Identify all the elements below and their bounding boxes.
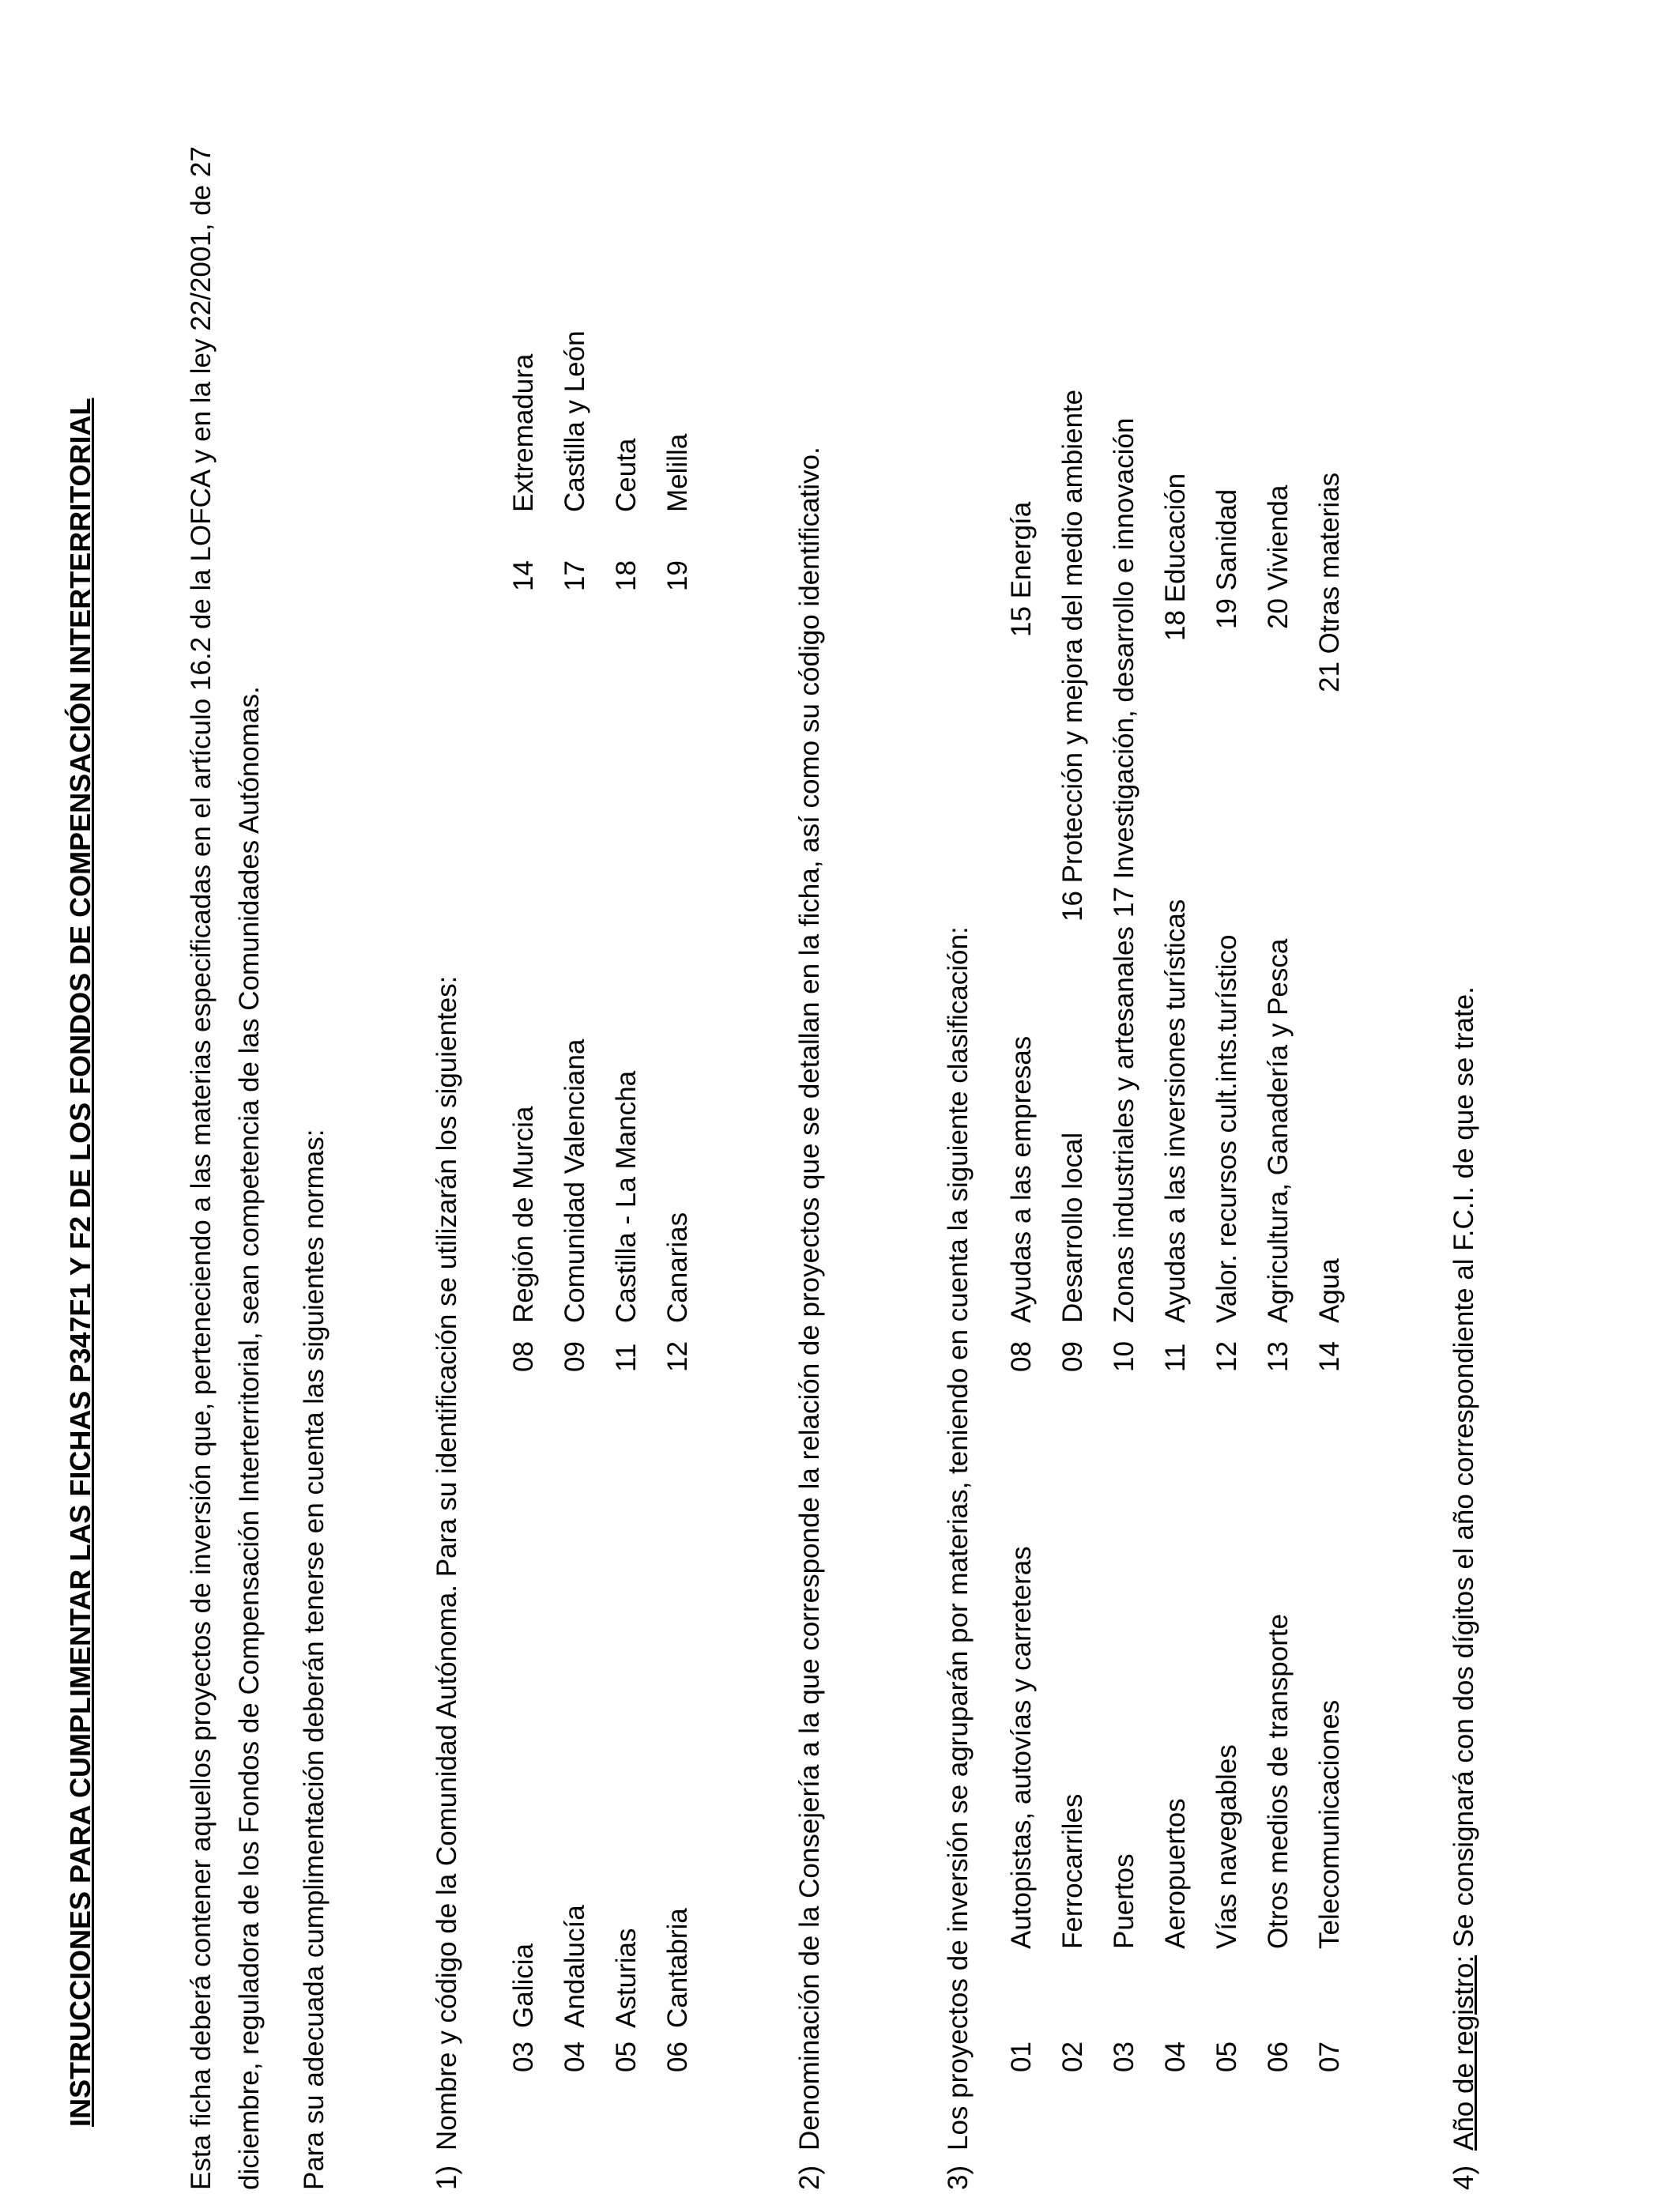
subject-code: 03 <box>1109 2041 1139 2072</box>
subject-name: Agricultura, Ganadería y Pesca <box>1263 938 1294 1323</box>
subject-name: Otros medios de transporte <box>1263 1613 1294 1949</box>
region-code: 17 <box>559 560 590 591</box>
subject-item: 17 Investigación, desarrollo e innovación <box>1109 417 1139 918</box>
region-code: 06 <box>662 2041 693 2072</box>
subject-item: 21 Otras materias <box>1314 472 1345 692</box>
section3-text: Los proyectos de inversión se agruparán por materias, teniendo en cuenta la siguiente clasificación: <box>943 926 974 2151</box>
section2-text: Denominación de la Consejería a la que corresponde la relación de proyectos que se detallan en la ficha, así como su código identificativo. <box>794 447 825 2151</box>
region-code: 19 <box>662 560 693 591</box>
region-code: 14 <box>508 560 539 591</box>
region-code: 08 <box>508 1341 539 1372</box>
region-name: Cantabria <box>662 1908 693 2028</box>
subject-name: Ayudas a las empresas <box>1006 1035 1037 1323</box>
region-name: Castilla y León <box>559 330 590 512</box>
subject-code: 05 <box>1211 2041 1242 2072</box>
section1-text: Nombre y código de la Comunidad Autónoma. Para su identificación se utilizarán los siguientes: <box>431 975 462 2151</box>
subject-code: 14 <box>1314 1341 1345 1372</box>
intro-line-2: diciembre, reguladora de los Fondos de Compensación Interterritorial, sean competencia de las Comunidades Autónomas. <box>234 686 265 2190</box>
subject-name: Telecomunicaciones <box>1314 1699 1345 1949</box>
subject-name: Ayudas a las inversiones turísticas <box>1160 899 1191 1323</box>
subject-name: Valor. recursos cult.ints.turístico <box>1211 934 1242 1323</box>
region-name: Ceuta <box>611 438 642 512</box>
subject-code: 11 <box>1160 1343 1191 1372</box>
subject-item: 18 Educación <box>1160 473 1191 641</box>
subject-name: Aeropuertos <box>1160 1798 1191 1949</box>
region-code: 12 <box>662 1341 693 1372</box>
section4-number: 4) <box>1448 2165 1479 2190</box>
region-name: Galicia <box>508 1943 539 2028</box>
region-name: Extremadura <box>508 353 539 512</box>
region-code: 05 <box>611 2041 642 2072</box>
subject-code: 02 <box>1057 2041 1088 2072</box>
subject-code: 01 <box>1006 2041 1037 2072</box>
section4-line <box>1450 986 1478 2151</box>
section3-number: 3) <box>943 2165 974 2190</box>
region-code: 03 <box>508 2041 539 2072</box>
section1-number: 1) <box>431 2165 462 2190</box>
region-name: Asturias <box>611 1928 642 2028</box>
subject-name: Zonas industriales y artesanales <box>1109 926 1139 1323</box>
region-name: Andalucía <box>559 1905 590 2028</box>
subject-name: Autopistas, autovías y carreteras <box>1006 1546 1037 1949</box>
region-name: Castilla - La Mancha <box>611 1070 642 1323</box>
region-name: Comunidad Valenciana <box>559 1039 590 1323</box>
page-title: INSTRUCCIONES PARA CUMPLIMENTAR LAS FICHAS P347F1 Y F2 DE LOS FONDOS DE COMPENSACIÓN INTERTERRITORIAL <box>64 398 96 2127</box>
subject-item: 16 Protección y mejora del medio ambiente <box>1057 389 1088 922</box>
region-code: 09 <box>559 1341 590 1372</box>
region-code: 18 <box>611 560 642 591</box>
region-name: Canarias <box>662 1212 693 1323</box>
region-code: 04 <box>559 2041 590 2072</box>
norms-intro: Para su adecuada cumplimentación deberán tenerse en cuenta las siguientes normas: <box>299 1129 330 2190</box>
section4-text: Se consignará con dos dígitos el año correspondiente al F.C.I. de que se trate. <box>1448 986 1479 1948</box>
subject-code: 13 <box>1263 1341 1294 1372</box>
subject-item: 15 Energía <box>1006 501 1037 637</box>
region-name: Región de Murcia <box>508 1106 539 1323</box>
subject-name: Ferrocarriles <box>1057 1793 1088 1949</box>
region-code: 11 <box>611 1343 642 1372</box>
section4-label: Año de registro: <box>1448 1955 1479 2151</box>
subject-name: Vías navegables <box>1211 1744 1242 1949</box>
subject-code: 12 <box>1211 1341 1242 1372</box>
subject-item: 19 Sanidad <box>1211 488 1242 629</box>
section2-number: 2) <box>794 2165 825 2190</box>
subject-code: 06 <box>1263 2041 1294 2072</box>
region-name: Melilla <box>662 433 693 512</box>
subject-name: Desarrollo local <box>1057 1132 1088 1323</box>
subject-name: Agua <box>1314 1258 1345 1323</box>
intro-line-1: Esta ficha deberá contener aquellos proyectos de inversión que, perteneciendo a las materias especificadas en el artículo 16.2 de la LOFCA y en la ley 22/2001, de 27 <box>186 146 217 2190</box>
subject-code: 09 <box>1057 1341 1088 1372</box>
subject-code: 10 <box>1109 1341 1139 1372</box>
subject-name: Puertos <box>1109 1853 1139 1949</box>
subject-code: 04 <box>1160 2041 1191 2072</box>
subject-code: 07 <box>1314 2041 1345 2072</box>
subject-code: 08 <box>1006 1341 1037 1372</box>
subject-item: 20 Vivienda <box>1263 484 1294 629</box>
